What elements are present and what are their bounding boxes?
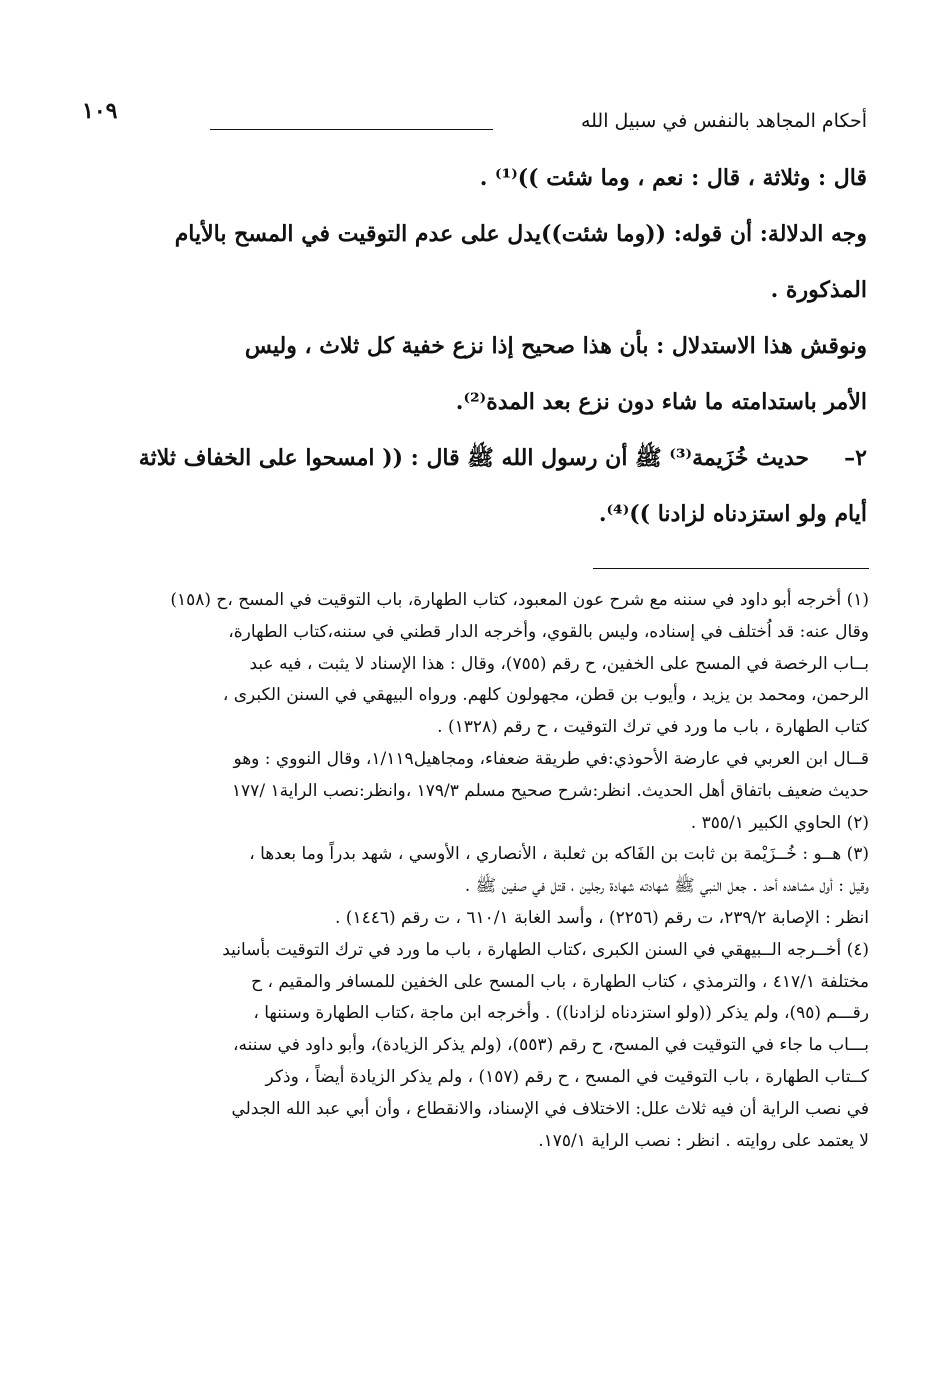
footnote-line: حديث ضعيف باتفاق أهل الحديث. انظر:شرح صحيح مسلم ١٧٩/٣ ،وانظر:نصب الراية١ /١٧٧ — [231, 780, 869, 801]
footnote-line: قــال ابن العربي في عارضة الأحوذي:في طريقة ضعفاء، ومجاهيل١/١١٩، وقال النووي : وهو — [233, 748, 869, 769]
text-line: حديث خُزَيمة⁽³⁾ ﷺ أن رسول الله ﷺ قال : (( امسحوا على الخفاف ثلاثة — [138, 445, 809, 471]
text-line: أيام ولو استزدناه لزادنا ))⁽⁴⁾. — [598, 501, 867, 527]
footnotes — [80, 585, 869, 1157]
text-line: الأمر باستدامته ما شاء دون نزع بعد المدة⁽²⁾. — [455, 389, 867, 415]
footnote-line: (٢) الحاوي الكبير ٣٥٥/١ . — [690, 812, 869, 833]
footnote-line: انظر : الإصابة ٢٣٩/٢، ت رقم (٢٢٥٦) ، وأسد الغابة ٦١٠/١ ، ت رقم (١٤٤٦) . — [335, 907, 869, 928]
footnote-line: كــتاب الطهارة ، باب التوقيت في المسح ، ح رقم (١٥٧) ، ولم يذكر الزيادة أيضاً ، وذكر — [265, 1066, 869, 1087]
footnote-separator — [593, 568, 869, 569]
footnote-line: وقيل : أول مشاهده أحد . جعل النبي ﷺ شهادته شهادة رجلين ، قتل في صفين ﷺ . — [464, 876, 869, 897]
footnote-line: وقال عنه: قد اُختلف في إسناده، وليس بالقوي، وأخرجه الدار قطني في سننه،كتاب الطهارة، — [228, 621, 869, 642]
footnote-line: (٤) أخــرجه الــبيهقي في السنن الكبرى ،كتاب الطهارة ، باب ما ورد في ترك التوقيت بأسانيد — [222, 939, 869, 960]
footnote-line: مختلفة ٤١٧/١ ، والترمذي ، كتاب الطهارة ، باب المسح على الخفين للمسافر والمقيم ، ح — [251, 971, 869, 992]
footnote-line: الرحمن، ومحمد بن يزيد ، وأيوب بن قطن، مجهولون كلهم. ورواه البيهقي في السنن الكبرى ، — [222, 685, 869, 706]
text-line: وجه الدلالة: أن قوله: ((وما شئت))يدل على عدم التوقيت في المسح بالأيام — [174, 221, 867, 247]
footnote-line: في نصب الراية أن فيه ثلاث علل: الاختلاف في الإسناد، والانقطاع ، وأن أبي عبد الله الجدلي — [231, 1098, 869, 1119]
page-header — [82, 98, 867, 142]
footnote-line: لا يعتمد على روايته . انظر : نصب الراية ١٧٥/١. — [538, 1130, 869, 1151]
text-line: قال : وثلاثة ، قال : نعم ، وما شئت ))⁽¹⁾ . — [479, 165, 867, 191]
footnote-line: بــاب الرخصة في المسح على الخفين، ح رقم (٧٥٥)، وقال : هذا الإسناد لا يثبت ، فيه عبد — [249, 653, 869, 674]
footnote-line: كتاب الطهارة ، باب ما ورد في ترك التوقيت ، ح رقم (١٣٢٨) . — [437, 717, 869, 738]
header-rule — [210, 129, 493, 130]
item-number: ٢– — [844, 445, 867, 471]
running-title: أحكام المجاهد بالنفس في سبيل الله — [580, 110, 867, 132]
text-line: المذكورة . — [770, 277, 867, 303]
footnote-line: (٣) هــو : خُــزَيْمة بن ثابت بن الفَاكه بن ثعلبة ، الأنصاري ، الأوسي ، شهد بدراً وما بعدها ، — [249, 844, 869, 865]
main-text — [80, 150, 867, 542]
text-line: ونوقش هذا الاستدلال : بأن هذا صحيح إذا نزع خفية كل ثلاث ، وليس — [244, 333, 867, 359]
page-number: ١٠٩ — [82, 98, 118, 124]
footnote-line: بـــاب ما جاء في التوقيت في المسح، ح رقم (٥٥٣)، (ولم يذكر الزيادة)، وأبو داود في سننه، — [233, 1035, 869, 1056]
list-item — [80, 430, 867, 486]
footnote-line: رقـــم (٩٥)، ولم يذكر ((ولو استزدناه لزادنا)) . وأخرجه ابن ماجة ،كتاب الطهارة وسننها ، — [253, 1003, 869, 1024]
footnote-line: (١) أخرجه أبو داود في سننه مع شرح عون المعبود، كتاب الطهارة، باب التوقيت في المسح ،ح (١٥٨) — [170, 590, 869, 610]
